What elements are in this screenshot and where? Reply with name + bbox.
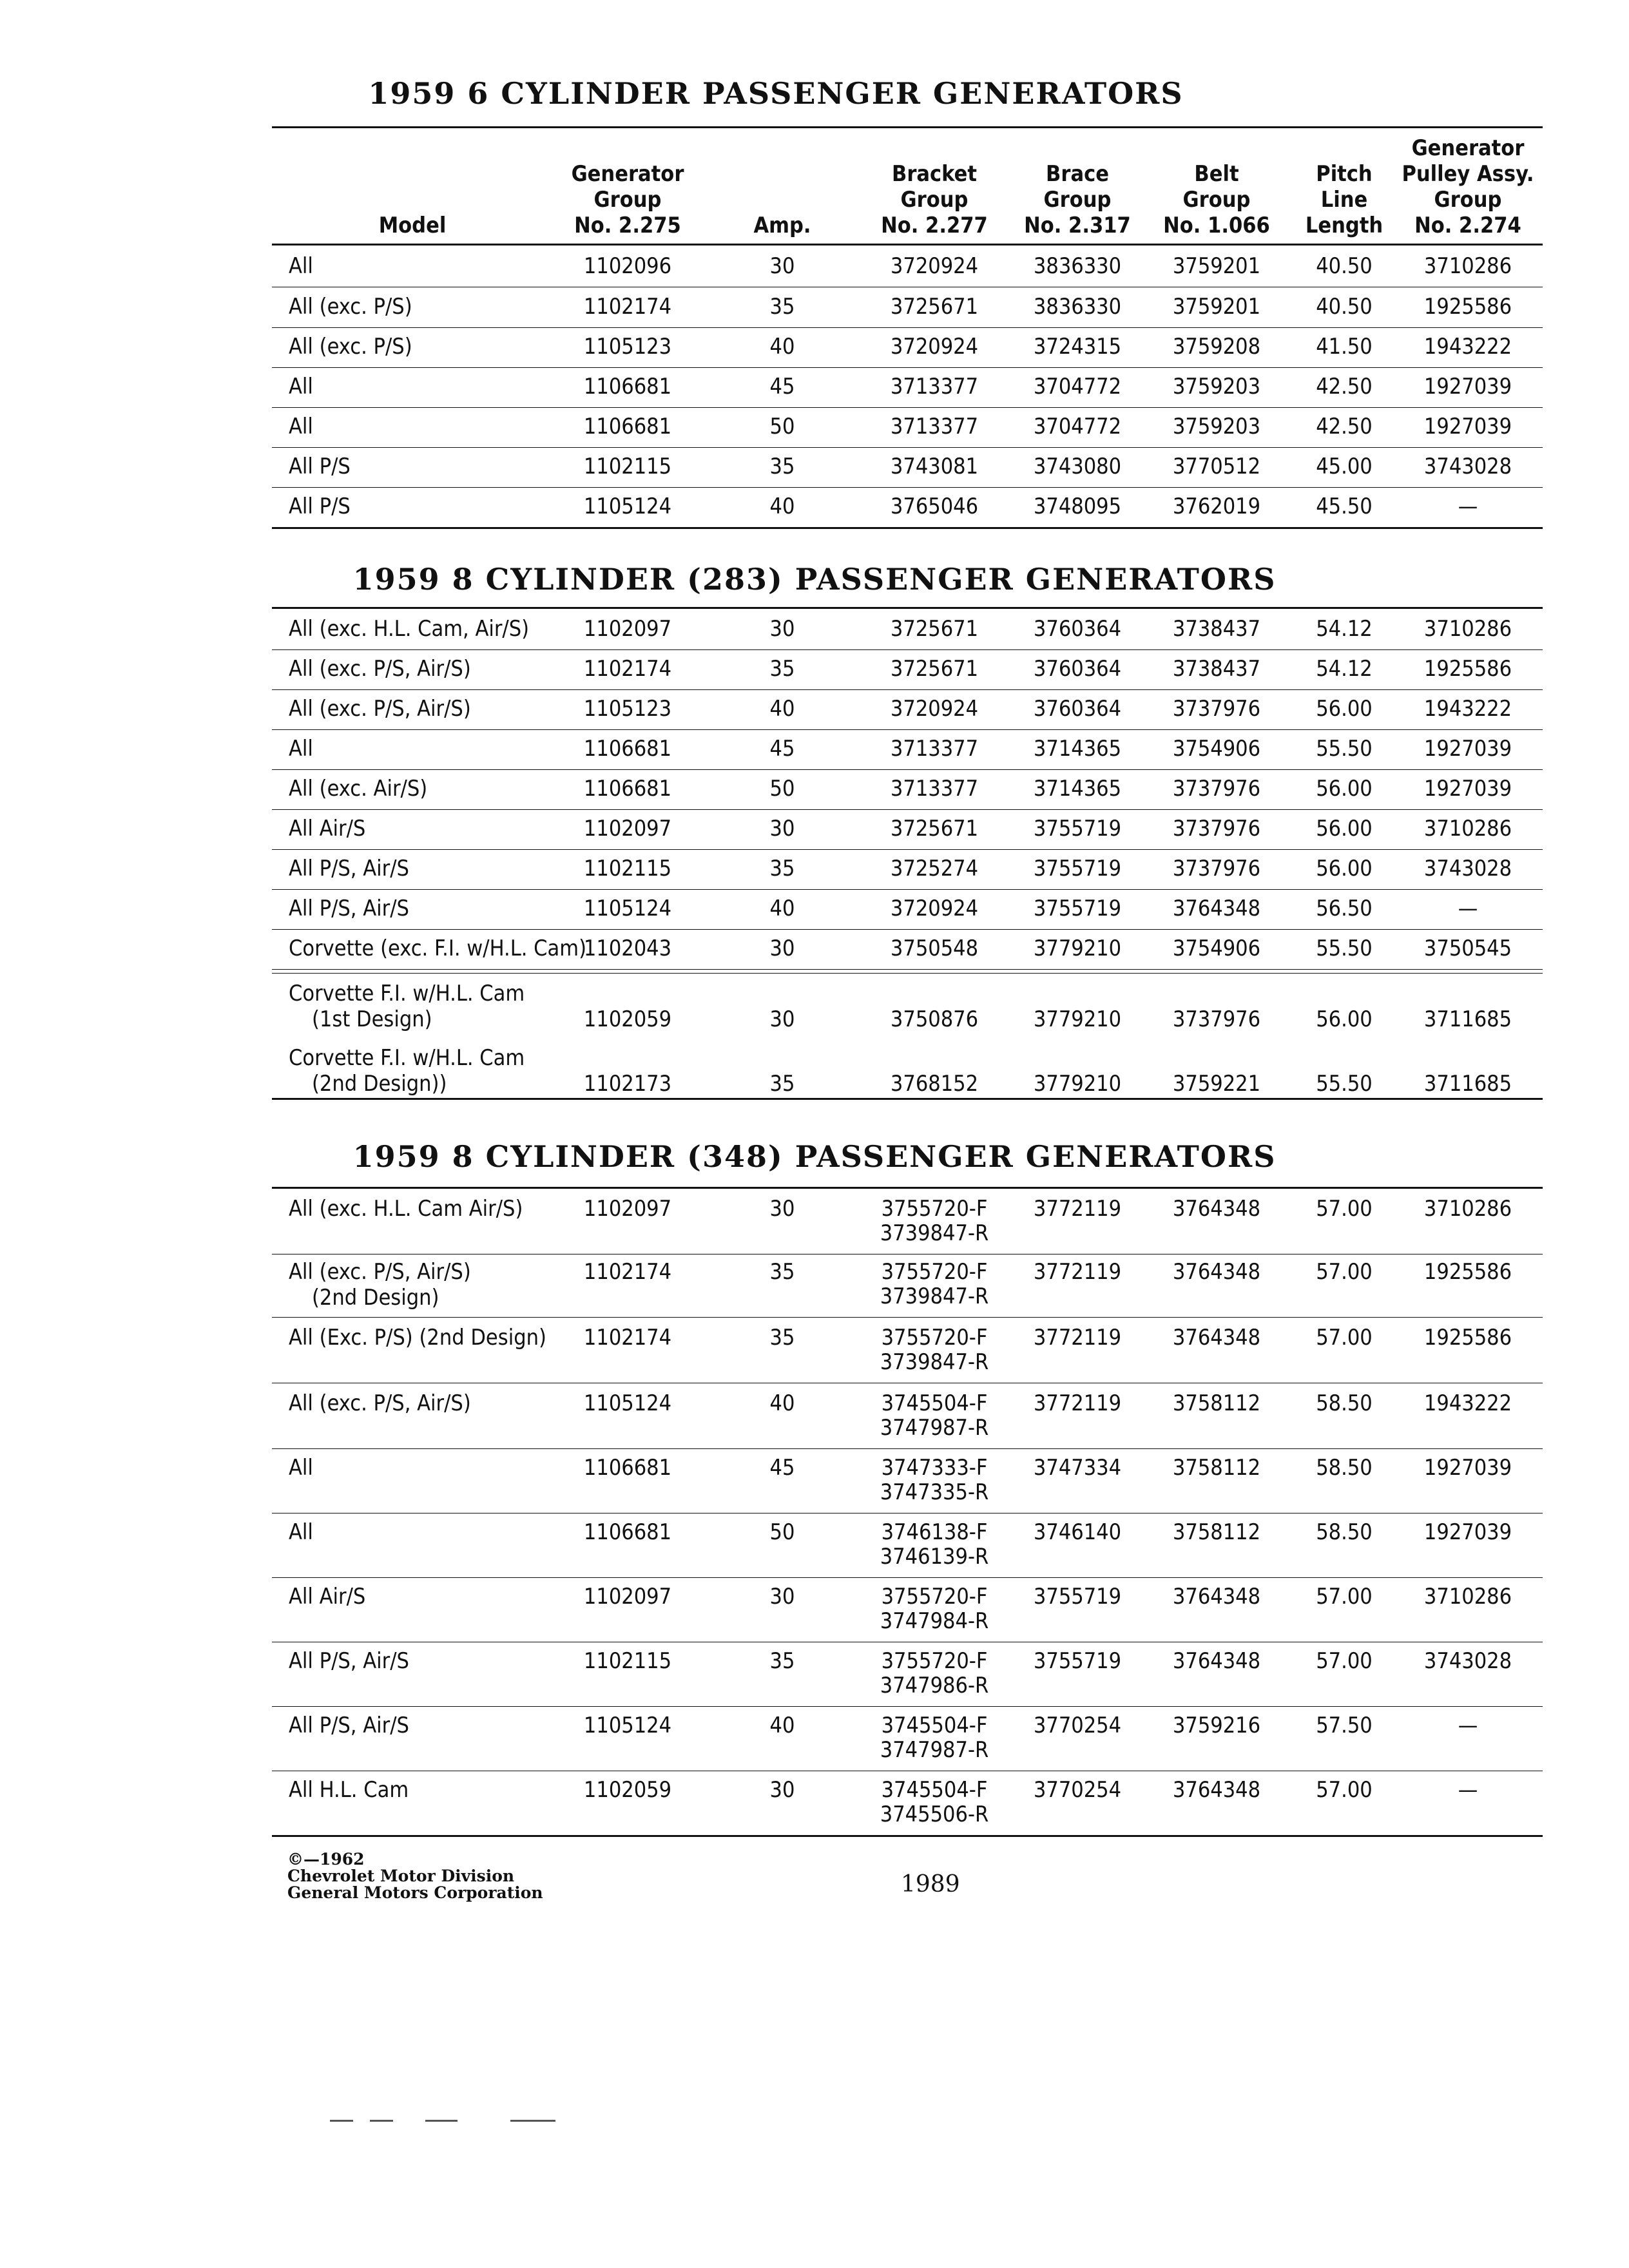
cell-pulley: 3711685 [1423, 1006, 1512, 1032]
table-rule [272, 849, 1543, 850]
cell-amp: 35 [769, 1259, 795, 1285]
cell-brace: 3760364 [1033, 616, 1122, 642]
cell-generator: 1102115 [583, 1648, 672, 1674]
header-amp: Amp. [753, 213, 811, 238]
cell-model: All Air/S [289, 1584, 366, 1610]
cell-amp: 35 [769, 1648, 795, 1674]
cell-pitch: 55.50 [1316, 1071, 1373, 1097]
cell-bracket: 3725671 [890, 816, 979, 841]
header-generator: No. 2.275 [574, 213, 681, 238]
cell-pulley: 1943222 [1423, 696, 1512, 722]
cell-model: All P/S [289, 494, 351, 519]
cell-model: All (Exc. P/S) (2nd Design) [289, 1325, 546, 1350]
cell-brace: 3755719 [1033, 856, 1122, 881]
scan-mark [510, 2120, 555, 2122]
cell-belt: 3737976 [1172, 856, 1261, 881]
cell-model: Corvette (exc. F.I. w/H.L. Cam) [289, 936, 587, 961]
cell-pitch: 56.00 [1316, 856, 1373, 881]
cell-generator: 1106681 [583, 414, 672, 439]
cell-amp: 30 [769, 1006, 795, 1032]
cell-pulley: 1927039 [1423, 1455, 1512, 1481]
cell-bracket: 3743081 [890, 454, 979, 479]
cell-pulley: 3710286 [1423, 816, 1512, 841]
cell-brace: 3704772 [1033, 374, 1122, 399]
cell-brace: 3755719 [1033, 1584, 1122, 1610]
cell-pitch: 42.50 [1316, 374, 1373, 399]
cell-pitch: 56.50 [1316, 896, 1373, 921]
header-model: Model [378, 213, 447, 238]
cell-generator: 1102174 [583, 656, 672, 682]
cell-amp: 30 [769, 1777, 795, 1803]
cell-pulley: — [1458, 1713, 1478, 1738]
cell-belt: 3770512 [1172, 454, 1261, 479]
cell-amp: 30 [769, 616, 795, 642]
cell-pulley: 1927039 [1423, 776, 1512, 802]
cell-brace: 3760364 [1033, 696, 1122, 722]
cell-generator: 1106681 [583, 736, 672, 762]
cell-amp: 30 [769, 1584, 795, 1610]
table-rule [272, 244, 1543, 245]
header-brace: Brace [1046, 161, 1109, 187]
header-bracket: Group [900, 187, 969, 213]
cell-generator: 1102097 [583, 1584, 672, 1610]
header-pulley: Pulley Assy. [1402, 161, 1534, 187]
cell-pulley: 3710286 [1423, 253, 1512, 279]
cell-bracket: 3745504-F [881, 1777, 988, 1803]
table-rule [272, 1098, 1543, 1100]
cell-bracket: 3725671 [890, 616, 979, 642]
cell-pitch: 40.50 [1316, 253, 1373, 279]
section-title: 1959 8 CYLINDER (348) PASSENGER GENERATORS [352, 1139, 1277, 1174]
cell-brace: 3714365 [1033, 776, 1122, 802]
cell-pitch: 54.12 [1316, 616, 1373, 642]
cell-amp: 50 [769, 1519, 795, 1545]
cell-belt: 3737976 [1172, 1006, 1261, 1032]
cell-pitch: 45.00 [1316, 454, 1373, 479]
cell-bracket: 3713377 [890, 736, 979, 762]
cell-amp: 40 [769, 334, 795, 360]
cell-model: All P/S, Air/S [289, 896, 409, 921]
page-number: 1989 [901, 1871, 960, 1898]
header-generator: Generator [571, 161, 684, 187]
cell-belt: 3764348 [1172, 1584, 1261, 1610]
cell-model: All P/S, Air/S [289, 1648, 409, 1674]
scan-mark [370, 2120, 393, 2122]
header-pitch: Line [1320, 187, 1368, 213]
cell-belt: 3764348 [1172, 1259, 1261, 1285]
cell-bracket: 3713377 [890, 414, 979, 439]
cell-model: All (exc. P/S) [289, 294, 412, 320]
cell-belt: 3754906 [1172, 736, 1261, 762]
cell-generator: 1102174 [583, 294, 672, 320]
cell-brace: 3836330 [1033, 294, 1122, 320]
cell-pulley: 3710286 [1423, 616, 1512, 642]
cell-generator: 1105124 [583, 494, 672, 519]
cell-bracket: 3725671 [890, 294, 979, 320]
cell-pulley: 1927039 [1423, 374, 1512, 399]
cell-pitch: 57.00 [1316, 1259, 1373, 1285]
scan-mark [425, 2120, 458, 2122]
cell-brace: 3746140 [1033, 1519, 1122, 1545]
cell-amp: 40 [769, 696, 795, 722]
cell-generator: 1102043 [583, 936, 672, 961]
cell-generator: 1106681 [583, 1519, 672, 1545]
cell-model: All P/S, Air/S [289, 1713, 409, 1738]
cell-belt: 3738437 [1172, 656, 1261, 682]
table-rule [272, 649, 1543, 650]
cell-belt: 3759208 [1172, 334, 1261, 360]
division: Chevrolet Motor Division [287, 1867, 515, 1885]
cell-generator: 1102115 [583, 454, 672, 479]
header-pulley: Group [1434, 187, 1502, 213]
cell-model: All [289, 414, 313, 439]
cell-brace: 3772119 [1033, 1325, 1122, 1350]
cell-bracket: 3747333-F [881, 1455, 988, 1481]
cell-belt: 3758112 [1172, 1519, 1261, 1545]
section-title: 1959 6 CYLINDER PASSENGER GENERATORS [368, 76, 1184, 111]
cell-bracket: 3746138-F [881, 1519, 988, 1545]
table-rule [272, 607, 1543, 609]
cell-belt: 3759216 [1172, 1713, 1261, 1738]
cell-model: All [289, 1519, 313, 1545]
header-brace: Group [1043, 187, 1112, 213]
cell-pitch: 41.50 [1316, 334, 1373, 360]
cell-bracket: 3755720-F [881, 1325, 988, 1350]
cell-belt: 3754906 [1172, 936, 1261, 961]
copyright: ©—1962 [287, 1850, 365, 1869]
cell-bracket: 3713377 [890, 374, 979, 399]
cell-belt: 3764348 [1172, 1325, 1261, 1350]
cell-brace: 3770254 [1033, 1713, 1122, 1738]
cell-bracket: 3746139-R [880, 1544, 989, 1570]
cell-amp: 45 [769, 1455, 795, 1481]
cell-bracket: 3750548 [890, 936, 979, 961]
cell-brace: 3755719 [1033, 896, 1122, 921]
cell-belt: 3764348 [1172, 896, 1261, 921]
cell-generator: 1105124 [583, 1390, 672, 1416]
cell-brace: 3755719 [1033, 1648, 1122, 1674]
cell-generator: 1105123 [583, 334, 672, 360]
header-pulley: No. 2.274 [1414, 213, 1521, 238]
cell-pulley: 1927039 [1423, 736, 1512, 762]
cell-brace: 3772119 [1033, 1196, 1122, 1222]
cell-generator: 1102059 [583, 1777, 672, 1803]
cell-bracket: 3755720-F [881, 1648, 988, 1674]
cell-pitch: 56.00 [1316, 816, 1373, 841]
cell-brace: 3714365 [1033, 736, 1122, 762]
cell-pitch: 58.50 [1316, 1390, 1373, 1416]
cell-generator: 1102097 [583, 616, 672, 642]
cell-amp: 30 [769, 816, 795, 841]
cell-belt: 3762019 [1172, 494, 1261, 519]
table-rule [272, 126, 1543, 128]
cell-generator: 1106681 [583, 374, 672, 399]
table-rule [272, 809, 1543, 810]
cell-belt: 3737976 [1172, 816, 1261, 841]
table-rule [272, 973, 1543, 974]
cell-brace: 3772119 [1033, 1390, 1122, 1416]
cell-pitch: 57.00 [1316, 1584, 1373, 1610]
cell-pitch: 56.00 [1316, 696, 1373, 722]
header-pulley: Generator [1411, 135, 1525, 161]
cell-generator: 1102059 [583, 1006, 672, 1032]
cell-generator: 1105124 [583, 896, 672, 921]
cell-pitch: 45.50 [1316, 494, 1373, 519]
cell-model: All Air/S [289, 816, 366, 841]
cell-bracket: 3739847-R [880, 1283, 989, 1309]
table-rule [272, 1448, 1543, 1449]
table-rule [272, 1187, 1543, 1189]
cell-pulley: 1943222 [1423, 334, 1512, 360]
cell-amp: 40 [769, 494, 795, 519]
section-title: 1959 8 CYLINDER (283) PASSENGER GENERATORS [352, 562, 1277, 597]
table-rule [272, 1706, 1543, 1707]
cell-model: All [289, 253, 313, 279]
cell-amp: 35 [769, 294, 795, 320]
cell-bracket: 3725274 [890, 856, 979, 881]
cell-belt: 3737976 [1172, 776, 1261, 802]
scan-mark [330, 2120, 353, 2122]
cell-pulley: 3711685 [1423, 1071, 1512, 1097]
table-rule [272, 447, 1543, 448]
table-rule [272, 889, 1543, 890]
cell-brace: 3748095 [1033, 494, 1122, 519]
table-rule [272, 407, 1543, 408]
cell-pulley: 1943222 [1423, 1390, 1512, 1416]
cell-bracket: 3750876 [890, 1006, 979, 1032]
cell-bracket: 3745504-F [881, 1713, 988, 1738]
cell-generator: 1106681 [583, 776, 672, 802]
cell-brace: 3836330 [1033, 253, 1122, 279]
cell-pitch: 56.00 [1316, 1006, 1373, 1032]
cell-pitch: 57.00 [1316, 1325, 1373, 1350]
cell-bracket: 3765046 [890, 494, 979, 519]
header-brace: No. 2.317 [1024, 213, 1131, 238]
cell-brace: 3772119 [1033, 1259, 1122, 1285]
cell-brace: 3779210 [1033, 1071, 1122, 1097]
header-belt: No. 1.066 [1163, 213, 1270, 238]
cell-pitch: 58.50 [1316, 1455, 1373, 1481]
cell-generator: 1102173 [583, 1071, 672, 1097]
cell-pulley: 1925586 [1423, 294, 1512, 320]
cell-brace: 3743080 [1033, 454, 1122, 479]
cell-amp: 45 [769, 736, 795, 762]
cell-bracket: 3720924 [890, 696, 979, 722]
cell-pitch: 40.50 [1316, 294, 1373, 320]
cell-amp: 45 [769, 374, 795, 399]
cell-pitch: 57.00 [1316, 1648, 1373, 1674]
cell-model: All [289, 374, 313, 399]
cell-bracket: 3755720-F [881, 1584, 988, 1610]
cell-bracket: 3720924 [890, 896, 979, 921]
cell-brace: 3724315 [1033, 334, 1122, 360]
cell-pulley: 3743028 [1423, 1648, 1512, 1674]
cell-belt: 3737976 [1172, 696, 1261, 722]
cell-model: All [289, 736, 313, 762]
cell-bracket: 3745506-R [880, 1802, 989, 1827]
cell-belt: 3759221 [1172, 1071, 1261, 1097]
cell-bracket: 3747986-R [880, 1673, 989, 1698]
table-rule [272, 527, 1543, 529]
cell-model: All P/S, Air/S [289, 856, 409, 881]
cell-bracket: 3739847-R [880, 1349, 989, 1375]
corporation: General Motors Corporation [287, 1883, 543, 1902]
cell-brace: 3755719 [1033, 816, 1122, 841]
cell-belt: 3764348 [1172, 1777, 1261, 1803]
cell-pulley: 1925586 [1423, 1259, 1512, 1285]
cell-pitch: 42.50 [1316, 414, 1373, 439]
cell-model: All (exc. P/S, Air/S) [289, 1390, 471, 1416]
cell-amp: 30 [769, 936, 795, 961]
cell-pitch: 57.00 [1316, 1777, 1373, 1803]
cell-model: All (exc. Air/S) [289, 776, 428, 802]
table-rule [272, 729, 1543, 730]
cell-pitch: 55.50 [1316, 936, 1373, 961]
table-rule [272, 769, 1543, 770]
cell-model: Corvette F.I. w/H.L. Cam [289, 1045, 525, 1071]
table-rule [272, 487, 1543, 488]
cell-pulley: 3710286 [1423, 1584, 1512, 1610]
cell-brace: 3704772 [1033, 414, 1122, 439]
cell-model: (1st Design) [312, 1006, 432, 1032]
cell-generator: 1102174 [583, 1325, 672, 1350]
cell-brace: 3770254 [1033, 1777, 1122, 1803]
cell-amp: 50 [769, 414, 795, 439]
cell-bracket: 3720924 [890, 334, 979, 360]
cell-generator: 1102096 [583, 253, 672, 279]
cell-amp: 50 [769, 776, 795, 802]
table-rule [272, 969, 1543, 970]
cell-generator: 1105123 [583, 696, 672, 722]
cell-brace: 3747334 [1033, 1455, 1122, 1481]
cell-generator: 1102174 [583, 1259, 672, 1285]
cell-model: All (exc. H.L. Cam, Air/S) [289, 616, 530, 642]
cell-amp: 30 [769, 253, 795, 279]
cell-brace: 3779210 [1033, 1006, 1122, 1032]
cell-pitch: 54.12 [1316, 656, 1373, 682]
cell-pulley: 1925586 [1423, 656, 1512, 682]
header-bracket: Bracket [892, 161, 977, 187]
cell-pulley: 3743028 [1423, 454, 1512, 479]
cell-pitch: 55.50 [1316, 736, 1373, 762]
cell-model: Corvette F.I. w/H.L. Cam [289, 981, 525, 1006]
cell-belt: 3759201 [1172, 294, 1261, 320]
cell-belt: 3759203 [1172, 414, 1261, 439]
cell-bracket: 3739847-R [880, 1220, 989, 1246]
cell-model: (2nd Design)) [312, 1071, 447, 1097]
cell-pulley: 3750545 [1423, 936, 1512, 961]
header-generator: Group [593, 187, 662, 213]
cell-pitch: 58.50 [1316, 1519, 1373, 1545]
cell-amp: 40 [769, 896, 795, 921]
cell-bracket: 3713377 [890, 776, 979, 802]
table-rule [272, 1317, 1543, 1318]
cell-belt: 3759203 [1172, 374, 1261, 399]
cell-amp: 40 [769, 1390, 795, 1416]
cell-pulley: 1927039 [1423, 414, 1512, 439]
cell-bracket: 3747335-R [880, 1479, 989, 1505]
header-pitch: Length [1305, 213, 1383, 238]
cell-amp: 35 [769, 856, 795, 881]
cell-brace: 3779210 [1033, 936, 1122, 961]
cell-bracket: 3755720-F [881, 1196, 988, 1222]
cell-amp: 40 [769, 1713, 795, 1738]
cell-bracket: 3745504-F [881, 1390, 988, 1416]
cell-pulley: 1925586 [1423, 1325, 1512, 1350]
cell-belt: 3759201 [1172, 253, 1261, 279]
cell-belt: 3764348 [1172, 1648, 1261, 1674]
cell-model: All (exc. P/S, Air/S) [289, 656, 471, 682]
cell-brace: 3760364 [1033, 656, 1122, 682]
cell-model: All (exc. P/S, Air/S) [289, 1259, 471, 1285]
cell-belt: 3764348 [1172, 1196, 1261, 1222]
cell-amp: 35 [769, 454, 795, 479]
cell-bracket: 3725671 [890, 656, 979, 682]
cell-amp: 35 [769, 1325, 795, 1350]
cell-model: All (exc. P/S, Air/S) [289, 696, 471, 722]
cell-model: All (exc. P/S) [289, 334, 412, 360]
cell-pitch: 57.50 [1316, 1713, 1373, 1738]
cell-model: All P/S [289, 454, 351, 479]
cell-bracket: 3747984-R [880, 1608, 989, 1634]
cell-bracket: 3755720-F [881, 1259, 988, 1285]
cell-amp: 35 [769, 1071, 795, 1097]
cell-generator: 1105124 [583, 1713, 672, 1738]
cell-pulley: 3743028 [1423, 856, 1512, 881]
cell-pulley: 1927039 [1423, 1519, 1512, 1545]
header-belt: Group [1182, 187, 1251, 213]
table-rule [272, 929, 1543, 930]
cell-generator: 1106681 [583, 1455, 672, 1481]
cell-pulley: 3710286 [1423, 1196, 1512, 1222]
table-rule [272, 1513, 1543, 1514]
cell-pulley: — [1458, 1777, 1478, 1803]
cell-generator: 1102097 [583, 1196, 672, 1222]
header-pitch: Pitch [1316, 161, 1373, 187]
cell-pitch: 56.00 [1316, 776, 1373, 802]
cell-bracket: 3768152 [890, 1071, 979, 1097]
cell-amp: 30 [769, 1196, 795, 1222]
header-bracket: No. 2.277 [881, 213, 988, 238]
cell-model: All [289, 1455, 313, 1481]
cell-bracket: 3747987-R [880, 1737, 989, 1763]
header-belt: Belt [1194, 161, 1239, 187]
cell-model: All H.L. Cam [289, 1777, 409, 1803]
cell-generator: 1102097 [583, 816, 672, 841]
cell-generator: 1102115 [583, 856, 672, 881]
cell-belt: 3758112 [1172, 1390, 1261, 1416]
cell-pulley: — [1458, 494, 1478, 519]
cell-model: (2nd Design) [312, 1285, 439, 1311]
table-rule [272, 367, 1543, 368]
cell-belt: 3758112 [1172, 1455, 1261, 1481]
table-rule [272, 1577, 1543, 1578]
table-rule [272, 1835, 1543, 1837]
cell-model: All (exc. H.L. Cam Air/S) [289, 1196, 523, 1222]
cell-amp: 35 [769, 656, 795, 682]
cell-belt: 3738437 [1172, 616, 1261, 642]
cell-bracket: 3747987-R [880, 1415, 989, 1441]
cell-bracket: 3720924 [890, 253, 979, 279]
table-rule [272, 689, 1543, 690]
cell-pitch: 57.00 [1316, 1196, 1373, 1222]
cell-pulley: — [1458, 896, 1478, 921]
table-rule [272, 327, 1543, 328]
